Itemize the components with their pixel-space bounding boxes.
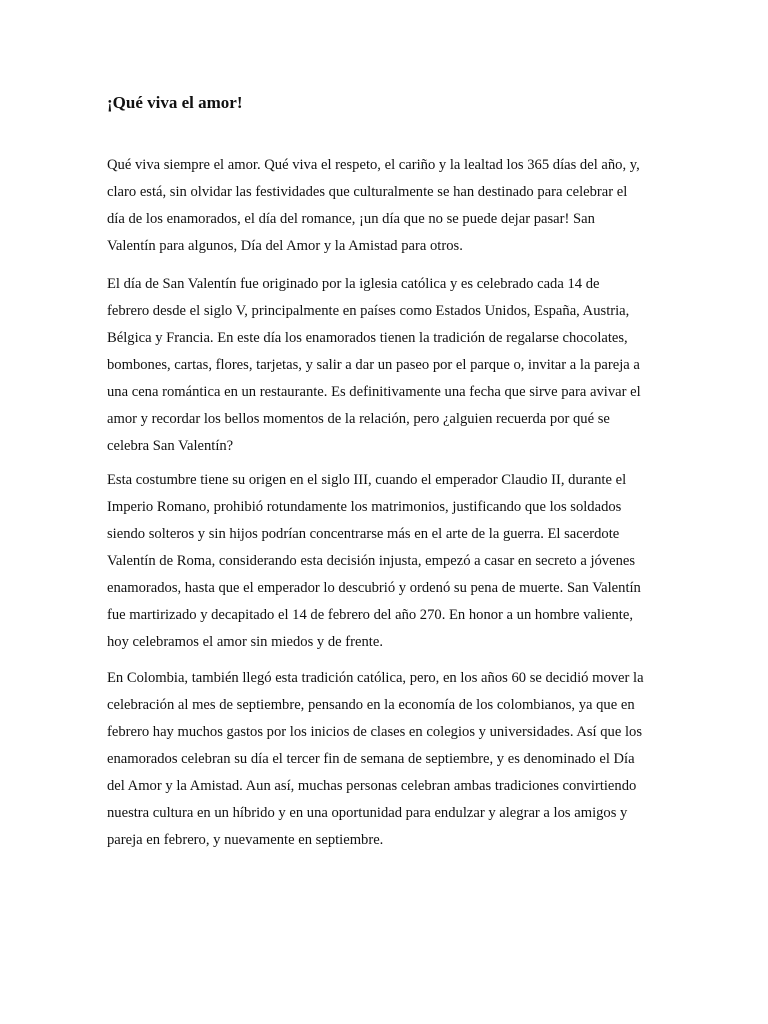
- text-line: celebra San Valentín?: [107, 438, 234, 454]
- paragraph-3: [107, 467, 667, 656]
- text-line: amor y recordar los bellos momentos de la relación, pero ¿alguien recuerda por qué se: [107, 411, 610, 427]
- text-line: una cena romántica en un restaurante. Es definitivamente una fecha que sirve para avivar el: [107, 384, 641, 400]
- text-line: Qué viva siempre el amor. Qué viva el respeto, el cariño y la lealtad los 365 días del año, y,: [107, 157, 640, 173]
- text-line: enamorados, hasta que el emperador lo descubrió y ordenó su pena de muerte. San Valentín: [107, 580, 641, 596]
- text-line: siendo solteros y sin hijos podrían concentrarse más en el arte de la guerra. El sacerdote: [107, 526, 620, 542]
- text-line: fue martirizado y decapitado el 14 de febrero del año 270. En honor a un hombre valiente,: [107, 607, 633, 623]
- text-line: Valentín de Roma, considerando esta decisión injusta, empezó a casar en secreto a jóvenes: [107, 553, 636, 569]
- paragraph-2: [107, 271, 667, 460]
- paragraph-1: [107, 152, 667, 260]
- text-line: Valentín para algunos, Día del Amor y la Amistad para otros.: [107, 238, 463, 254]
- text-line: nuestra cultura en un híbrido y en una oportunidad para endulzar y alegrar a los amigos y: [107, 805, 628, 821]
- text-line: enamorados celebran su día el tercer fin de semana de septiembre, y es denominado el Día: [107, 751, 635, 767]
- text-line: Bélgica y Francia. En este día los enamorados tienen la tradición de regalarse chocolates,: [107, 330, 628, 346]
- text-line: hoy celebramos el amor sin miedos y de frente.: [107, 634, 383, 650]
- text-line: celebración al mes de septiembre, pensando en la economía de los colombianos, ya que en: [107, 697, 635, 713]
- text-line: Esta costumbre tiene su origen en el siglo III, cuando el emperador Claudio II, durante el: [107, 472, 627, 488]
- text-line: bombones, cartas, flores, tarjetas, y salir a dar un paseo por el parque o, invitar a la pareja a: [107, 357, 640, 373]
- text-line: Imperio Romano, prohibió rotundamente los matrimonios, justificando que los soldados: [107, 499, 622, 515]
- text-line: En Colombia, también llegó esta tradición católica, pero, en los años 60 se decidió mover la: [107, 670, 644, 686]
- text-line: claro está, sin olvidar las festividades que culturalmente se han destinado para celebrar el: [107, 184, 628, 200]
- text-line: del Amor y la Amistad. Aun así, muchas personas celebran ambas tradiciones convirtiendo: [107, 778, 637, 794]
- paragraph-4: [107, 665, 667, 854]
- document-title: ¡Qué viva el amor!: [107, 93, 243, 112]
- text-line: febrero desde el siglo V, principalmente en países como Estados Unidos, España, Austria,: [107, 303, 630, 319]
- text-line: El día de San Valentín fue originado por la iglesia católica y es celebrado cada 14 de: [107, 276, 600, 292]
- text-line: pareja en febrero, y nuevamente en septiembre.: [107, 832, 384, 848]
- text-line: día de los enamorados, el día del romance, ¡un día que no se puede dejar pasar! San: [107, 211, 595, 227]
- text-line: febrero hay muchos gastos por los inicios de clases en colegios y universidades. Así que los: [107, 724, 642, 740]
